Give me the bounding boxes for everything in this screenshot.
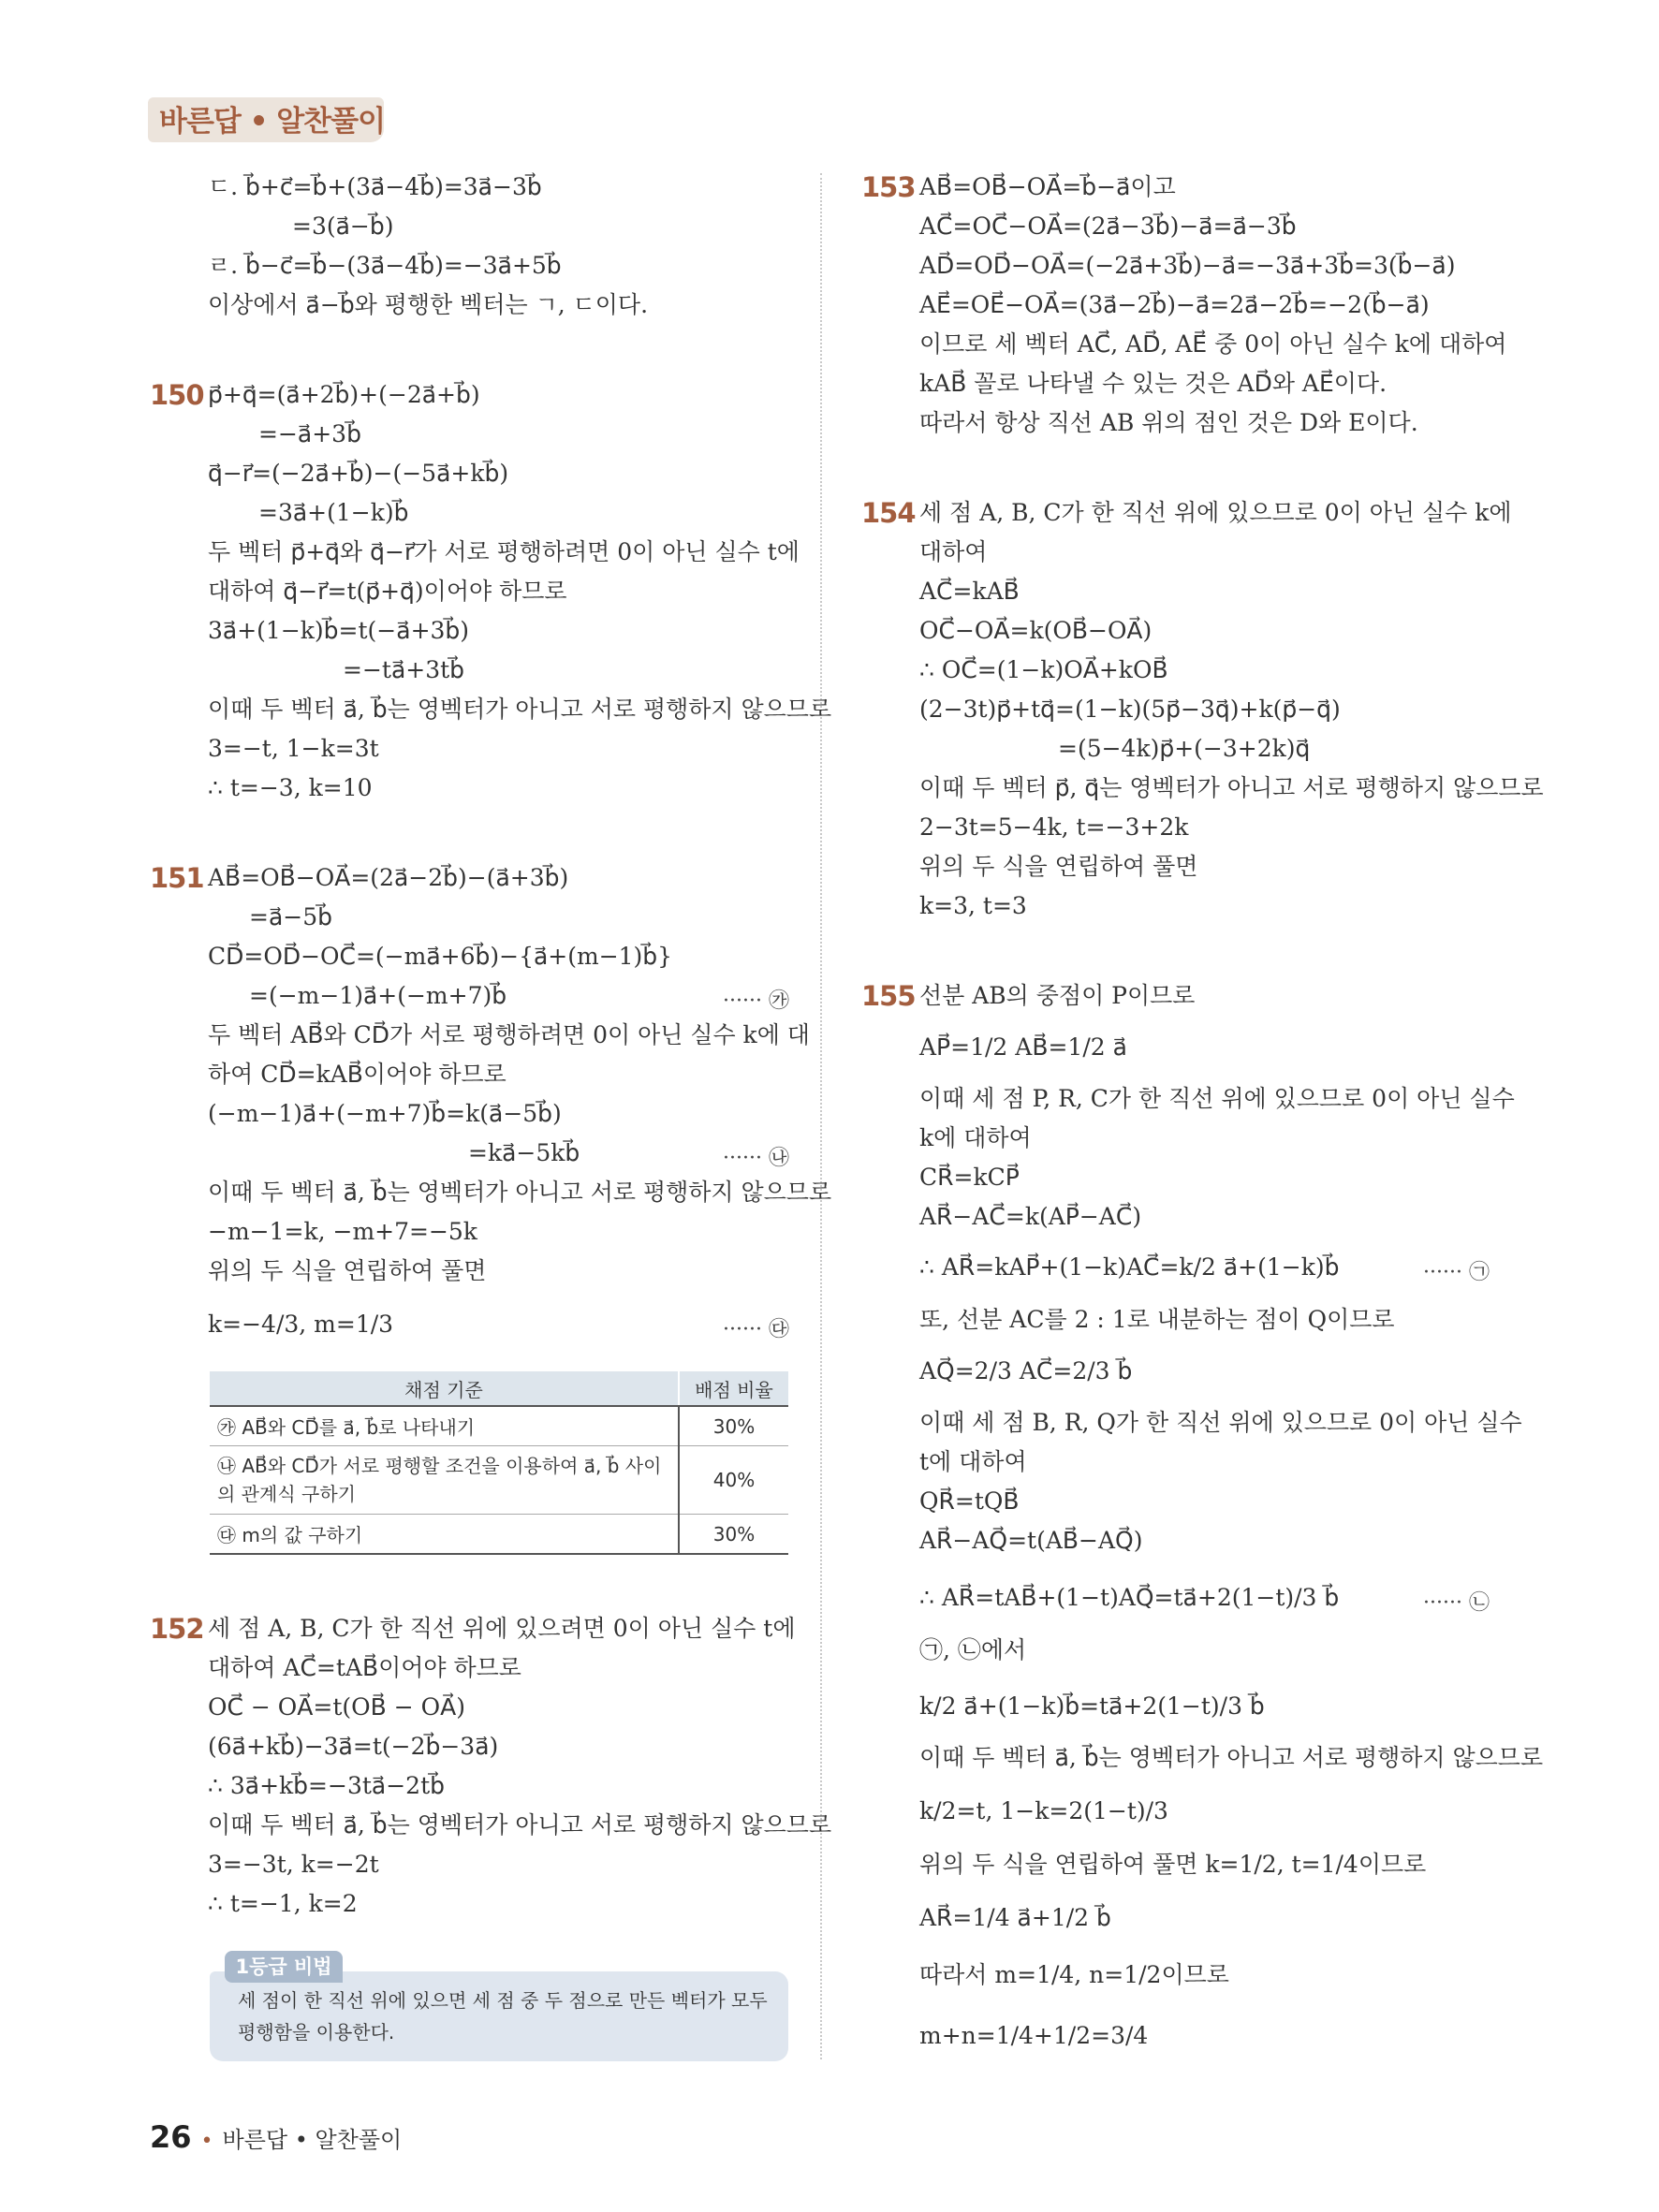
solution-line: (2−3t)p⃗+tq⃗=(1−k)(5p⃗−3q⃗)+k(p⃗−q⃗): [919, 696, 1341, 723]
solution-line: =3(a⃗−b⃗): [292, 212, 394, 240]
solution-line: CR⃗=kCP⃗: [919, 1164, 1020, 1191]
problem-number: 153: [861, 171, 916, 203]
solution-line: k에 대하여: [919, 1124, 1032, 1151]
solution-line: k/2=t, 1−k=2(1−t)/3: [919, 1797, 1168, 1824]
solution-line: 선분 AB의 중점이 P이므로: [919, 982, 1196, 1009]
problem-number: 155: [861, 980, 916, 1012]
solution-line: OC⃗−OA⃗=k(OB⃗−OA⃗): [919, 617, 1152, 644]
step-marker: ······ ㉮: [723, 989, 789, 1013]
table-cell: ㉯ AB⃗와 CD⃗가 서로 평행할 조건을 이용하여 a⃗, b⃗ 사이의 관계식 구하기: [210, 1446, 679, 1515]
solution-line: ㄷ. b⃗+c⃗=b⃗+(3a⃗−4b⃗)=3a⃗−3b⃗: [208, 173, 542, 200]
solution-line: 이때 두 벡터 a⃗, b⃗는 영벡터가 아니고 서로 평행하지 않으므로: [208, 1179, 832, 1206]
problem-number: 150: [150, 379, 204, 411]
solution-line: 대하여 q⃗−r⃗=t(p⃗+q⃗)이어야 하므로: [208, 578, 567, 605]
solution-line: p⃗+q⃗=(a⃗+2b⃗)+(−2a⃗+b⃗): [208, 381, 480, 408]
table-cell: 30%: [679, 1515, 788, 1555]
step-marker: ······ ㉠: [1423, 1261, 1490, 1284]
solution-line: 두 벡터 AB⃗와 CD⃗가 서로 평행하려면 0이 아닌 실수 k에 대: [208, 1021, 810, 1048]
solution-line: =(−m−1)a⃗+(−m+7)b⃗: [249, 982, 507, 1009]
solution-line: ∴ t=−1, k=2: [208, 1890, 358, 1917]
solution-line: 이때 두 벡터 a⃗, b⃗는 영벡터가 아니고 서로 평행하지 않으므로: [919, 1744, 1544, 1771]
solution-line: AC⃗=OC⃗−OA⃗=(2a⃗−3b⃗)−a⃗=a⃗−3b⃗: [919, 212, 1297, 240]
solution-line: OC⃗ − OA⃗=t(OB⃗ − OA⃗): [208, 1693, 465, 1721]
solution-line: CD⃗=OD⃗−OC⃗=(−ma⃗+6b⃗)−{a⃗+(m−1)b⃗}: [208, 943, 673, 970]
solution-line: 위의 두 식을 연립하여 풀면 k=1/2, t=1/4이므로: [919, 1851, 1427, 1878]
solution-line: −m−1=k, −m+7=−5k: [208, 1218, 477, 1245]
table-row: [210, 1406, 788, 1446]
solution-line: AB⃗=OB⃗−OA⃗=b⃗−a⃗이고: [919, 173, 1176, 200]
solution-line: 세 점 A, B, C가 한 직선 위에 있으려면 0이 아닌 실수 t에: [208, 1615, 796, 1642]
solution-line: 따라서 항상 직선 AB 위의 점인 것은 D와 E이다.: [919, 409, 1418, 436]
solution-line: 이므로 세 벡터 AC⃗, AD⃗, AE⃗ 중 0이 아닌 실수 k에 대하여: [919, 330, 1507, 358]
solution-line: ∴ t=−3, k=10: [208, 774, 373, 801]
solution-line: m+n=1/4+1/2=3/4: [919, 2022, 1149, 2049]
tip-label: 1등급 비법: [225, 1951, 343, 1983]
solution-line: 이때 두 벡터 a⃗, b⃗는 영벡터가 아니고 서로 평행하지 않으므로: [208, 696, 832, 723]
solution-line: 3a⃗+(1−k)b⃗=t(−a⃗+3b⃗): [208, 617, 470, 644]
solution-line: ∴ OC⃗=(1−k)OA⃗+kOB⃗: [919, 656, 1168, 683]
solution-line: =−ta⃗+3tb⃗: [343, 656, 465, 683]
table-row: [210, 1446, 788, 1515]
solution-line: AP⃗=1/2 AB⃗=1/2 a⃗: [919, 1033, 1127, 1061]
solution-line: ∴ AR⃗=tAB⃗+(1−t)AQ⃗=ta⃗+2(1−t)/3 b⃗: [919, 1584, 1340, 1611]
solution-line: 하여 CD⃗=kAB⃗이어야 하므로: [208, 1061, 507, 1088]
solution-line: ∴ AR⃗=kAP⃗+(1−k)AC⃗=k/2 a⃗+(1−k)b⃗: [919, 1253, 1340, 1281]
table-header: 채점 기준: [210, 1371, 679, 1406]
solution-line: k=3, t=3: [919, 892, 1027, 919]
problem-number: 152: [150, 1613, 204, 1645]
solution-line: =−a⃗+3b⃗: [258, 420, 361, 447]
page-number: 26: [150, 2119, 192, 2155]
table-cell: ㉮ AB⃗와 CD⃗를 a⃗, b⃗로 나타내기: [210, 1406, 679, 1446]
solution-line: ㉠, ㉡에서: [919, 1636, 1027, 1663]
solution-line: 3=−t, 1−k=3t: [208, 735, 379, 762]
solution-line: AR⃗−AC⃗=k(AP⃗−AC⃗): [919, 1203, 1142, 1230]
scoring-table: [210, 1371, 788, 1555]
solution-line: kAB⃗ 꼴로 나타낼 수 있는 것은 AD⃗와 AE⃗이다.: [919, 370, 1387, 397]
solution-line: q⃗−r⃗=(−2a⃗+b⃗)−(−5a⃗+kb⃗): [208, 460, 509, 487]
solution-line: 또, 선분 AC를 2 : 1로 내분하는 점이 Q이므로: [919, 1306, 1395, 1333]
table-cell: 30%: [679, 1406, 788, 1446]
solution-line: 이때 세 점 B, R, Q가 한 직선 위에 있으므로 0이 아닌 실수: [919, 1409, 1522, 1436]
solution-line: ㄹ. b⃗−c⃗=b⃗−(3a⃗−4b⃗)=−3a⃗+5b⃗: [208, 252, 562, 279]
solution-line: QR⃗=tQB⃗: [919, 1487, 1020, 1515]
solution-line: AC⃗=kAB⃗: [919, 578, 1020, 605]
solution-line: AR⃗=1/4 a⃗+1/2 b⃗: [919, 1904, 1111, 1931]
solution-line: AD⃗=OD⃗−OA⃗=(−2a⃗+3b⃗)−a⃗=−3a⃗+3b⃗=3(b⃗−a⃗): [919, 252, 1456, 279]
solution-line: 대하여 AC⃗=tAB⃗이어야 하므로: [208, 1654, 521, 1681]
step-marker: ······ ㉡: [1423, 1591, 1490, 1615]
solution-line: 세 점 A, B, C가 한 직선 위에 있으므로 0이 아닌 실수 k에: [919, 499, 1512, 526]
solution-line: 위의 두 식을 연립하여 풀면: [919, 853, 1198, 880]
solution-line: k/2 a⃗+(1−k)b⃗=ta⃗+2(1−t)/3 b⃗: [919, 1692, 1265, 1720]
solution-line: 위의 두 식을 연립하여 풀면: [208, 1257, 487, 1284]
solution-line: =a⃗−5b⃗: [249, 903, 332, 930]
solution-line: 2−3t=5−4k, t=−3+2k: [919, 813, 1189, 841]
footer-title: 바른답 • 알찬풀이: [222, 2127, 403, 2153]
problem-number: 154: [861, 497, 916, 529]
footer-separator: •: [200, 2130, 213, 2153]
solution-line: 이때 세 점 P, R, C가 한 직선 위에 있으므로 0이 아닌 실수: [919, 1085, 1515, 1112]
table-row: [210, 1515, 788, 1555]
solution-line: 3=−3t, k=−2t: [208, 1851, 379, 1878]
solution-line: (−m−1)a⃗+(−m+7)b⃗=k(a⃗−5b⃗): [208, 1100, 562, 1127]
solution-line: 따라서 m=1/4, n=1/2이므로: [919, 1961, 1229, 1988]
table-cell: 40%: [679, 1446, 788, 1515]
table-header: 배점 비율: [679, 1371, 788, 1406]
solution-line: =3a⃗+(1−k)b⃗: [258, 499, 409, 526]
solution-line: AQ⃗=2/3 AC⃗=2/3 b⃗: [919, 1357, 1133, 1384]
solution-line: AE⃗=OE⃗−OA⃗=(3a⃗−2b⃗)−a⃗=2a⃗−2b⃗=−2(b⃗−a⃗): [919, 291, 1430, 318]
solution-line: AR⃗−AQ⃗=t(AB⃗−AQ⃗): [919, 1527, 1143, 1554]
header-title: 바른답 • 알찬풀이: [159, 105, 386, 139]
solution-line: =(5−4k)p⃗+(−3+2k)q⃗: [1058, 735, 1311, 762]
solution-line: 이상에서 a⃗−b⃗와 평행한 벡터는 ㄱ, ㄷ이다.: [208, 291, 649, 318]
solution-line: t에 대하여: [919, 1448, 1027, 1475]
solution-line: 두 벡터 p⃗+q⃗와 q⃗−r⃗가 서로 평행하려면 0이 아닌 실수 t에: [208, 538, 800, 565]
solution-line: =ka⃗−5kb⃗: [468, 1139, 580, 1166]
problem-number: 151: [150, 862, 204, 894]
solution-line: ∴ 3a⃗+kb⃗=−3ta⃗−2tb⃗: [208, 1772, 445, 1799]
step-marker: ······ ㉯: [723, 1147, 789, 1170]
solution-line: 이때 두 벡터 p⃗, q⃗는 영벡터가 아니고 서로 평행하지 않으므로: [919, 774, 1544, 801]
page-footer: [150, 2119, 402, 2155]
solution-line: k=−4/3, m=1/3: [208, 1311, 394, 1338]
solution-line: 대하여: [919, 538, 988, 565]
solution-line: (6a⃗+kb⃗)−3a⃗=t(−2b⃗−3a⃗): [208, 1733, 499, 1760]
solution-line: AB⃗=OB⃗−OA⃗=(2a⃗−2b⃗)−(a⃗+3b⃗): [208, 864, 569, 891]
step-marker: ······ ㉰: [723, 1318, 789, 1341]
column-divider: [820, 173, 822, 2059]
solution-line: 이때 두 벡터 a⃗, b⃗는 영벡터가 아니고 서로 평행하지 않으므로: [208, 1811, 832, 1838]
table-cell: ㉰ m의 값 구하기: [210, 1515, 679, 1555]
tip-text: 세 점이 한 직선 위에 있으면 세 점 중 두 점으로 만든 벡터가 모두 평행함을 이용한다.: [238, 1989, 768, 2044]
